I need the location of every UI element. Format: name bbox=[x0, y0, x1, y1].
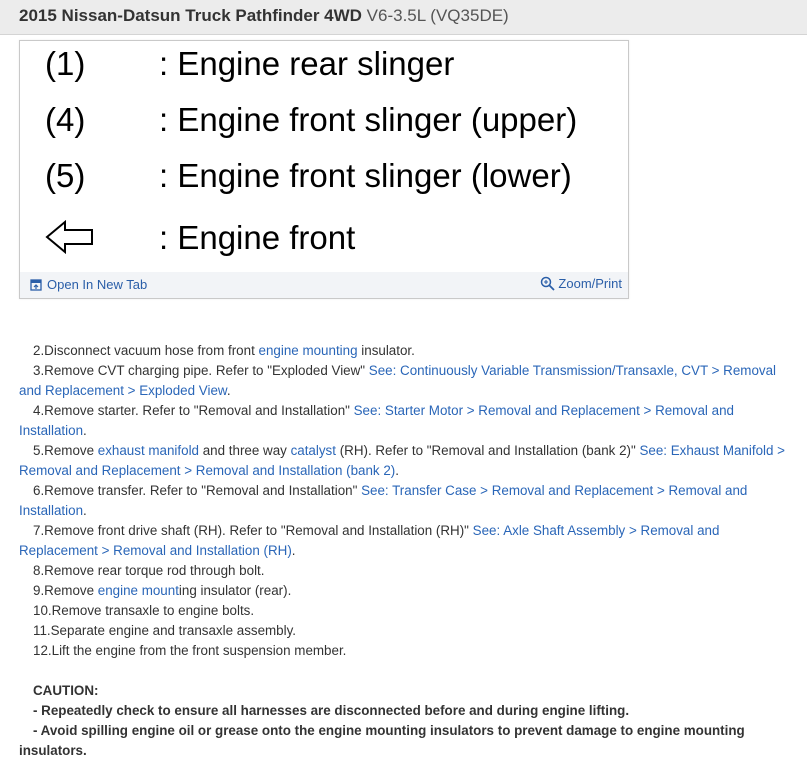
figure-legend-panel bbox=[19, 40, 629, 299]
step-text: Remove front drive shaft (RH). Refer to "Removal and Installation (RH)" bbox=[44, 523, 473, 538]
figure-toolbar bbox=[20, 272, 628, 298]
step-4 bbox=[19, 401, 789, 441]
step-number: 2. bbox=[33, 343, 45, 358]
step-text: insulator. bbox=[357, 343, 415, 358]
step-text: . bbox=[226, 383, 231, 398]
page-header bbox=[0, 0, 807, 35]
transfer-case-link[interactable]: See: Transfer Case > Removal and Replacement > Removal and Installation bbox=[19, 483, 748, 518]
caution-title: CAUTION: bbox=[33, 683, 99, 698]
step-8 bbox=[19, 561, 789, 581]
cvt-exploded-view-link[interactable]: See: Continuously Variable Transmission/Transaxle, CVT > Removal and Replacement > Exploded View bbox=[19, 363, 777, 398]
step-number: 10. bbox=[33, 603, 52, 618]
step-text: . bbox=[291, 543, 296, 558]
step-3 bbox=[19, 361, 789, 401]
step-9 bbox=[19, 581, 789, 601]
catalyst-link[interactable]: catalyst bbox=[290, 443, 336, 458]
step-text: Separate engine and transaxle assembly. bbox=[50, 623, 297, 638]
step-number: 8. bbox=[33, 563, 45, 578]
step-text: Remove bbox=[44, 443, 98, 458]
open-in-new-tab-link[interactable] bbox=[30, 277, 147, 292]
axle-shaft-link[interactable]: See: Axle Shaft Assembly > Removal and Replacement > Removal and Installation (RH) bbox=[19, 523, 720, 558]
exhaust-manifold-removal-link[interactable]: See: Exhaust Manifold > Removal and Replacement > Removal and Installation (bank 2) bbox=[19, 443, 785, 478]
step-7 bbox=[19, 521, 789, 561]
step-text: Remove transfer. Refer to "Removal and Installation" bbox=[44, 483, 362, 498]
vehicle-title: 2015 Nissan-Datsun Truck Pathfinder 4WD bbox=[19, 6, 362, 25]
exhaust-manifold-link[interactable]: exhaust manifold bbox=[97, 443, 199, 458]
step-number: 12. bbox=[33, 643, 52, 658]
legend-key: (5) bbox=[45, 157, 86, 194]
legend-text: : Engine front bbox=[159, 219, 356, 256]
step-text: Remove starter. Refer to "Removal and Installation" bbox=[44, 403, 354, 418]
step-text: . bbox=[395, 463, 399, 478]
step-text: and three way bbox=[199, 443, 291, 458]
starter-motor-link[interactable]: See: Starter Motor > Removal and Replacement > Removal and Installation bbox=[19, 403, 734, 438]
step-number: 9. bbox=[33, 583, 45, 598]
step-number: 3. bbox=[33, 363, 45, 378]
legend-key: (1) bbox=[45, 45, 86, 82]
step-text: ing insulator (rear). bbox=[178, 583, 292, 598]
step-text: Lift the engine from the front suspension member. bbox=[51, 643, 347, 658]
step-text: . bbox=[83, 503, 87, 518]
step-5 bbox=[19, 441, 789, 481]
engine-spec: V6-3.5L (VQ35DE) bbox=[366, 6, 509, 25]
caution-item-1: - Repeatedly check to ensure all harnesses are disconnected before and during engine lifting. bbox=[33, 703, 630, 718]
legend-text: : Engine front slinger (lower) bbox=[159, 157, 572, 194]
legend-text: : Engine rear slinger bbox=[159, 45, 455, 82]
magnifier-icon bbox=[540, 276, 555, 291]
arrow-left-icon bbox=[45, 220, 95, 254]
legend-text: : Engine front slinger (upper) bbox=[159, 101, 578, 138]
engine-mounting-link[interactable]: engine mounting bbox=[258, 343, 358, 358]
step-text: Remove transaxle to engine bolts. bbox=[51, 603, 255, 618]
step-number: 11. bbox=[33, 623, 51, 638]
step-text: Disconnect vacuum hose from front bbox=[44, 343, 259, 358]
step-2 bbox=[19, 341, 789, 361]
step-number: 6. bbox=[33, 483, 45, 498]
step-number: 7. bbox=[33, 523, 45, 538]
caution-item-2-cont: insulators. bbox=[19, 743, 87, 758]
step-text: Remove rear torque rod through bolt. bbox=[44, 563, 265, 578]
step-number: 5. bbox=[33, 443, 45, 458]
step-text: (RH). Refer to "Removal and Installation (bank 2)" bbox=[335, 443, 640, 458]
legend-key: (4) bbox=[45, 101, 86, 138]
caution-block bbox=[19, 681, 789, 761]
open-in-new-tab-label: Open In New Tab bbox=[47, 277, 148, 292]
step-12 bbox=[19, 641, 789, 661]
step-10 bbox=[19, 601, 789, 621]
step-number: 4. bbox=[33, 403, 45, 418]
step-text: Remove CVT charging pipe. Refer to "Exploded View" bbox=[44, 363, 369, 378]
zoom-print-link[interactable] bbox=[540, 276, 622, 291]
new-tab-icon bbox=[30, 279, 42, 291]
step-text: . bbox=[83, 423, 87, 438]
procedure-steps bbox=[19, 341, 789, 661]
step-11 bbox=[19, 621, 789, 641]
zoom-print-label: Zoom/Print bbox=[558, 276, 622, 291]
step-6 bbox=[19, 481, 789, 521]
engine-mount-link[interactable]: engine mount bbox=[97, 583, 179, 598]
caution-item-2: - Avoid spilling engine oil or grease onto the engine mounting insulators to prevent damage to engine mounting bbox=[33, 723, 745, 738]
step-text: Remove bbox=[44, 583, 98, 598]
